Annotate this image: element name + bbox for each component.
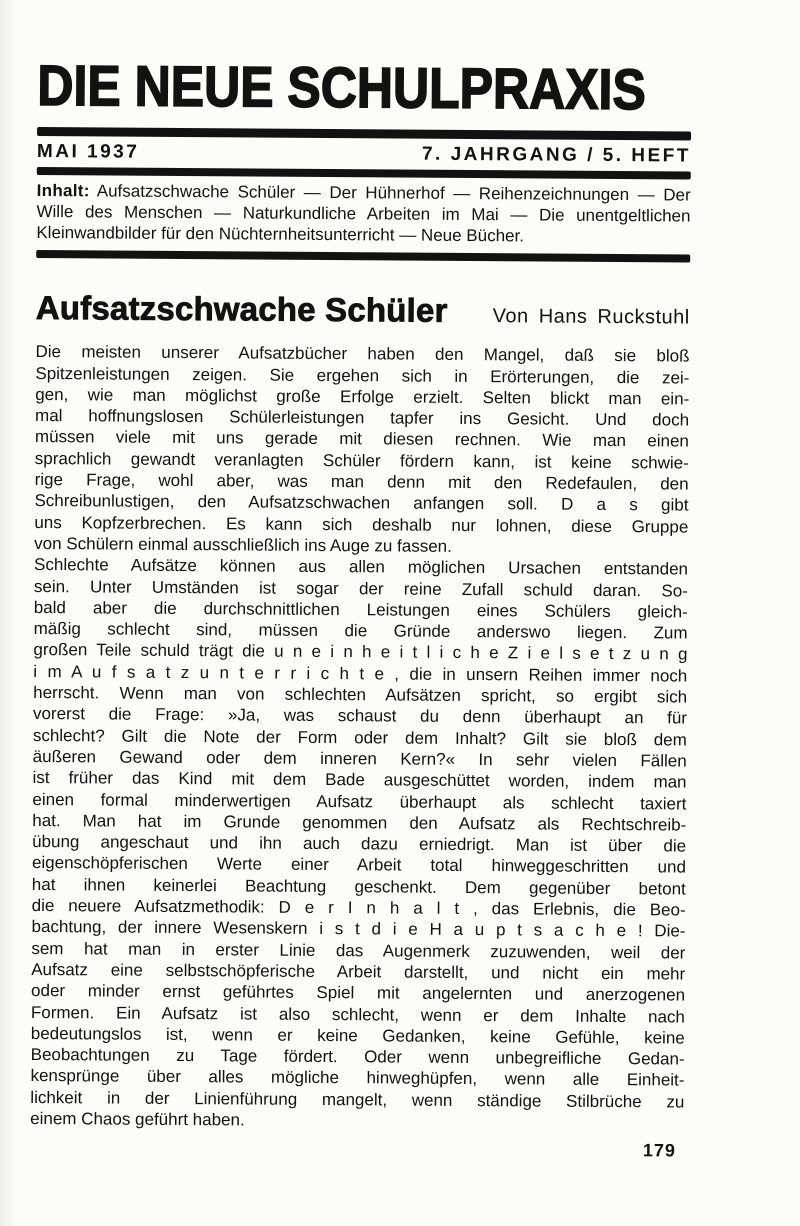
body-text-line: bedeutungslos ist, wenn er keine Gedanken, keine Gefühle, keine bbox=[30, 1023, 685, 1048]
contents-label: Inhalt: bbox=[36, 180, 90, 201]
body-text-line: hat. Man hat im Grunde genommen den Aufsatz als Rechtschreib- bbox=[32, 810, 687, 835]
contents-line bbox=[36, 175, 691, 255]
body-text-line: die neuere Aufsatzmethodik: D e r I n h a l t , das Erlebnis, die Beo- bbox=[31, 895, 686, 920]
body-text-line: Schlechte Aufsätze können aus allen möglichen Ursachen entstanden bbox=[33, 555, 689, 579]
body-text-line: ist früher das Kind mit dem Bade ausgeschüttet worden, indem man bbox=[32, 768, 687, 792]
masthead-title: DIE NEUE SCHULPRAXIS bbox=[37, 53, 647, 122]
body-text-line: bachtung, der innere Wesenskern i s t d i e H a u p t s a c h e ! Die- bbox=[31, 917, 686, 941]
article-head bbox=[36, 290, 690, 331]
body-text-line: einen formal minderwertigen Aufsatz überhaupt als schlecht taxiert bbox=[32, 789, 687, 814]
body-text-line: müssen viele mit uns gerade mit diesen rechnen. Wie man einen bbox=[34, 427, 689, 452]
body-text-line: Spitzenleistungen zeigen. Sie ergehen sich in Erörterungen, die zei- bbox=[35, 363, 690, 388]
page-number: 179 bbox=[642, 1140, 677, 1161]
body-text-line: sem hat man in erster Linie das Augenmerk zuzuwenden, weil der bbox=[31, 938, 686, 963]
body-text-line: sprachlich gewandt veranlagten Schüler fördern kann, ist keine schwie- bbox=[34, 448, 689, 473]
article-body bbox=[30, 341, 689, 1134]
body-text-line: großen Teile schuld trägt die u n e i n h e i t l i c h e Z i e l s e t z u n g bbox=[33, 640, 688, 664]
body-text-line: kensprünge über alles mögliche hinweghüpfen, wenn alle Einheit- bbox=[30, 1066, 685, 1090]
masthead bbox=[36, 53, 691, 263]
body-text-line: mäßig schlecht sind, müssen die Gründe anderswo liegen. Zum bbox=[33, 619, 688, 643]
body-text-line: oder minder ernst geführtes Spiel mit angelernten und anerzogenen bbox=[31, 981, 686, 1005]
body-text-line: Schreibunlustigen, den Aufsatzschwachen anfangen soll. D a s gibt bbox=[34, 491, 689, 515]
body-text-line: hat ihnen keinerlei Beachtung geschenkt. Dem gegenüber betont bbox=[31, 874, 686, 899]
body-text-line: vorerst die Frage: »Ja, was schaust du denn überhaupt an für bbox=[32, 704, 688, 728]
content-column bbox=[30, 53, 692, 1162]
issue-date: MAI 1937 bbox=[36, 140, 140, 163]
page-footer bbox=[30, 1136, 684, 1162]
body-text-line: einem Chaos geführt haben. bbox=[30, 1108, 245, 1130]
body-text-line: Beobachtungen zu Tage fördert. Oder wenn unbegreifliche Gedan- bbox=[30, 1045, 685, 1069]
body-text-line: lichkeit in der Linienführung mangelt, wenn ständige Stilbrüche zu bbox=[30, 1087, 685, 1112]
body-text-line: äußeren Gewand oder dem inneren Kern?« In sehr vielen Fällen bbox=[32, 746, 687, 771]
body-text-line: herrscht. Wenn man von schlechten Aufsätzen spricht, so ergibt sich bbox=[33, 683, 688, 707]
body-text-line: von Schülern einmal ausschließlich ins Auge zu fassen. bbox=[34, 533, 452, 556]
body-text-line: eigenschöpferischen Werte einer Arbeit total hinweggeschritten und bbox=[31, 853, 687, 877]
body-text-line: Aufsatz eine selbstschöpferische Arbeit darstellt, und nicht ein mehr bbox=[31, 959, 686, 984]
body-text-line: rige Frage, wohl aber, was man denn mit den Redefaulen, den bbox=[34, 470, 689, 494]
article-title: Aufsatzschwache Schüler bbox=[35, 288, 448, 329]
article-byline: Von Hans Ruckstuhl bbox=[492, 305, 690, 329]
body-text-line: gen, wie man möglichst große Erfolge erzielt. Selten blickt man ein- bbox=[35, 384, 690, 409]
body-text-line: mal hoffnungslosen Schülerleistungen tapfer ins Gesicht. Und doch bbox=[35, 406, 690, 430]
body-text-line: übung angeschaut und ihn auch dazu erniedrigt. Man ist über die bbox=[32, 832, 687, 856]
body-text-line: uns Kopfzerbrechen. Es kann sich deshalb nur lohnen, diese Gruppe bbox=[34, 512, 689, 537]
body-text-line: bald aber die durchschnittlichen Leistungen eines Schülers gleich- bbox=[33, 597, 688, 622]
body-text-line: Die meisten unserer Aufsatzbücher haben den Mangel, daß sie bloß bbox=[35, 342, 690, 366]
body-text-line: schlecht? Gilt die Note der Form oder dem Inhalt? Gilt sie bloß dem bbox=[32, 725, 687, 750]
issue-edition: 7. JAHRGANG / 5. HEFT bbox=[421, 143, 691, 167]
issue-row bbox=[37, 136, 691, 172]
body-text-line: Formen. Ein Aufsatz ist also schlecht, wenn er dem Inhalte nach bbox=[30, 1002, 685, 1027]
article bbox=[30, 290, 690, 1134]
body-text-line: i m A u f s a t z u n t e r r i c h t e , die in unsern Reihen immer noch bbox=[33, 661, 688, 686]
contents-text: Aufsatzschwache Schüler — Der Hühnerhof — Reihenzeichnungen — Der Wille des Menschen — Naturkundliche Arbeiten im Mai — Die unentgeltlichen Kleinwandbilder für den Nüchternheitsunterricht — Neue Bücher. bbox=[36, 181, 691, 246]
body-text-line: sein. Unter Umständen ist sogar der reine Zufall schuld daran. So- bbox=[33, 576, 688, 601]
